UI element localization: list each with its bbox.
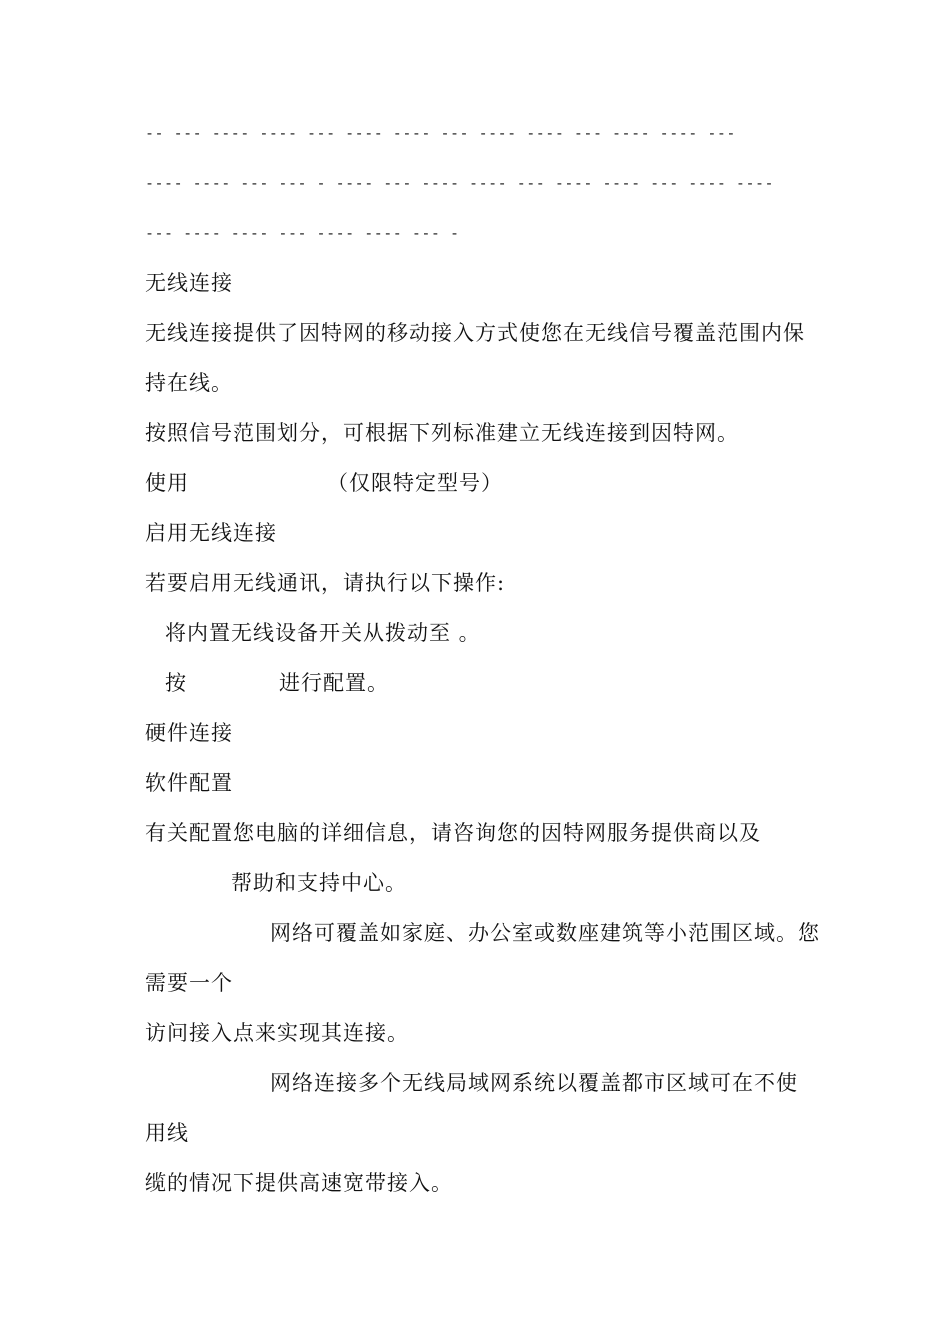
use-prefix: 使用 <box>145 471 189 495</box>
dash-line-2: ---- ---- --- --- - ---- --- ---- ---- --- ---- ---- --- ---- ---- <box>145 174 775 192</box>
step-2-prefix: 按 <box>165 671 187 695</box>
wman-line-1: 网络连接多个无线局域网系统以覆盖都市区域可在不使 <box>270 1071 798 1095</box>
dash-line-3: --- ---- ---- --- ---- ---- --- - <box>145 224 460 242</box>
wman-line-3: 缆的情况下提供高速宽带接入。 <box>145 1171 453 1195</box>
section-title: 无线连接 <box>145 271 233 295</box>
dash-line-1: -- --- ---- ---- --- ---- ---- --- ---- ---- --- ---- ---- --- <box>145 124 736 142</box>
step-2 <box>165 668 389 698</box>
info-line-1: 有关配置您电脑的详细信息，请咨询您的因特网服务提供商以及 <box>145 821 761 845</box>
enable-heading: 启用无线连接 <box>145 521 277 545</box>
wlan-line-3: 访问接入点来实现其连接。 <box>145 1021 409 1045</box>
wlan-line-1: 网络可覆盖如家庭、办公室或数座建筑等小范围区域。您 <box>270 921 820 945</box>
info-line-2: 帮助和支持中心。 <box>231 871 407 895</box>
intro-line-1: 无线连接提供了因特网的移动接入方式使您在无线信号覆盖范围内保 <box>145 321 805 345</box>
software-heading: 软件配置 <box>145 771 233 795</box>
hardware-heading: 硬件连接 <box>145 721 233 745</box>
step-1: 将内置无线设备开关从拨动至 。 <box>165 621 481 645</box>
enable-intro: 若要启用无线通讯，请执行以下操作: <box>145 571 506 595</box>
wman-line-2: 用线 <box>145 1121 189 1145</box>
intro-line-2: 持在线。 <box>145 371 233 395</box>
wlan-line-2: 需要一个 <box>145 971 233 995</box>
step-2-suffix: 进行配置。 <box>279 671 389 695</box>
use-suffix: （仅限特定型号） <box>327 471 503 495</box>
intro-line-3: 按照信号范围划分，可根据下列标准建立无线连接到因特网。 <box>145 421 739 445</box>
use-line <box>145 468 503 498</box>
